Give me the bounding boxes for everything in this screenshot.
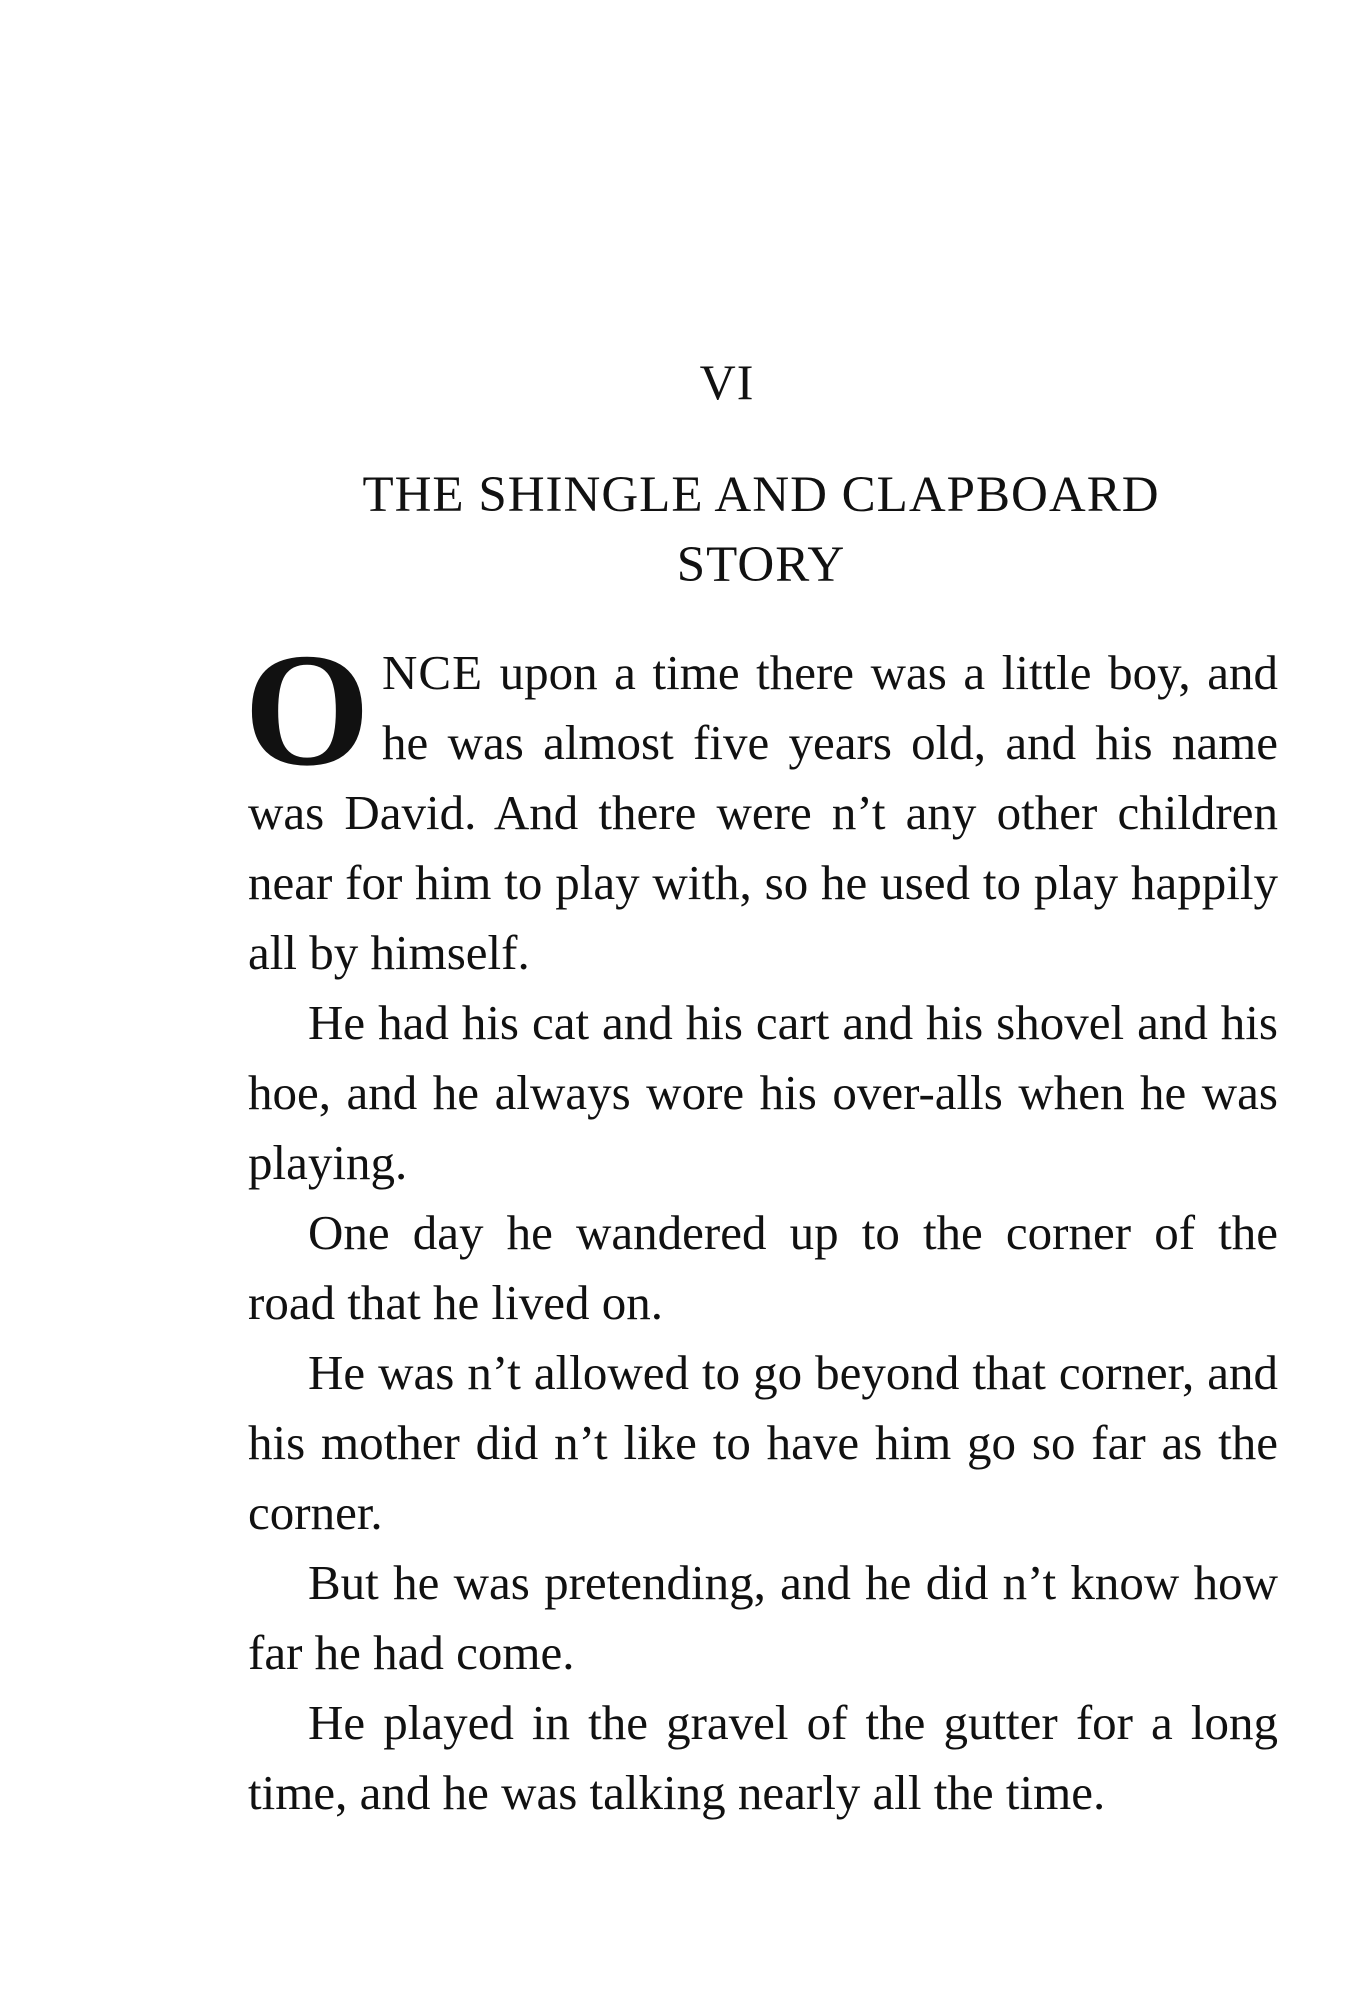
chapter-title (296, 460, 1226, 600)
paragraph-1 (244, 621, 1278, 988)
paragraph-3: One day he wandered up to the corner of the road that he lived on. (248, 1205, 1278, 1330)
paragraph-1-text: upon a time there was a little boy, and he was almost five years old, and his name was David. And there were n’t any other children near for him to play with, so he used to play happily all by himself. (248, 645, 1278, 980)
paragraph-5: But he was pretending, and he did n’t know how far he had come. (248, 1555, 1278, 1680)
opening-small-caps: NCE (382, 645, 484, 700)
chapter-body (244, 621, 1278, 1828)
paragraph-4: He was n’t allowed to go beyond that corner, and his mother did n’t like to have him go so far as the corner. (248, 1345, 1278, 1540)
drop-cap: O (244, 621, 371, 800)
chapter-title-line-1: THE SHINGLE AND CLAPBOARD (362, 467, 1160, 523)
chapter-number: VI (699, 354, 755, 410)
paragraph-6: He played in the gravel of the gutter for a long time, and he was talking nearly all the time. (248, 1695, 1278, 1820)
paragraph-2: He had his cat and his cart and his shovel and his hoe, and he always wore his over-alls when he was playing. (248, 995, 1278, 1190)
chapter-title-line-2: STORY (676, 537, 846, 593)
